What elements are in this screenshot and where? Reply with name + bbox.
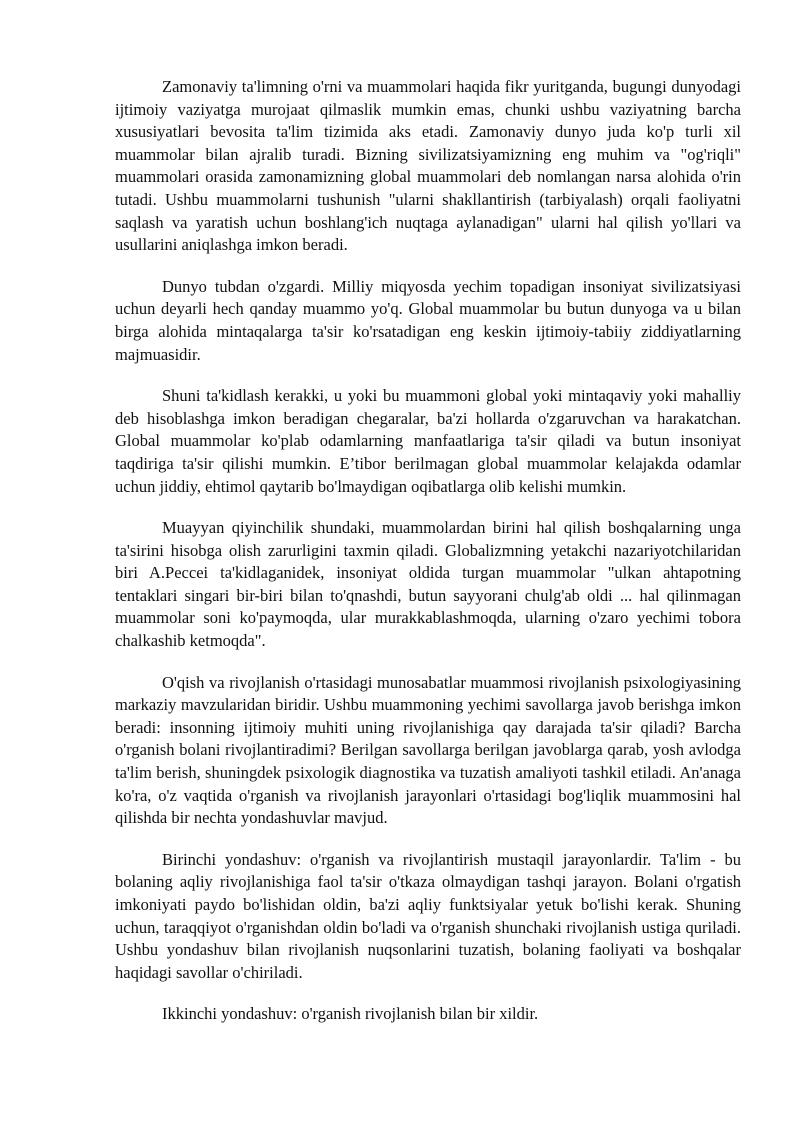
- document-page: [115, 76, 741, 1045]
- paragraph-5: O'qish va rivojlanish o'rtasidagi munosabatlar muammosi rivojlanish psixologiyasining markaziy mavzularidan biridir. Ushbu muammoning yechimi savollarga javob berishga imkon beradi: insonning ijtimoiy muhiti uning rivojlanishiga qay darajada ta'sir qiladi? Barcha o'rganish bolani rivojlantiradimi? Berilgan savollarga berilgan javoblarga qarab, yosh avlodga ta'lim berish, shuningdek psixologik diagnostika va tuzatish amaliyoti tashkil etiladi. An'anaga ko'ra, o'z vaqtida o'rganish va rivojlanish jarayonlari o'rtasidagi bog'liqlik muammosini hal qilishda bir nechta yondashuvlar mavjud.: [115, 672, 741, 828]
- paragraph-4: Muayyan qiyinchilik shundaki, muammolardan birini hal qilish boshqalarning unga ta'sirini hisobga olish zarurligini taxmin qiladi. Globalizmning yetakchi nazariyotchilaridan biri A.Peccei ta'kidlaganidek, insoniyat oldida turgan muammolar "ulkan ahtapotning tentaklari singari bir-biri bilan to'qnashdi, butun sayyorani chulg'ab oldi ... hal qilinmagan muammolar soni ko'paymoqda, ular murakkablashmoqda, ularning o'zaro yechimi tobora chalkashib ketmoqda".: [115, 518, 741, 651]
- paragraph-1: Zamonaviy ta'limning o'rni va muammolari haqida fikr yuritganda, bugungi dunyodagi ijtimoiy vaziyatga murojaat qilmaslik mumkin emas, chunki ushbu vaziyatning barcha xususiyatlari bevosita ta'lim tizimida aks etadi. Zamonaviy dunyo juda ko'p turli xil muammolar bilan ajralib turadi. Bizning sivilizatsiyamizning eng muhim va "og'riqli" muammolari orasida zamonamizning global muammolari deb nomlangan narsa alohida o'rin tutadi. Ushbu muammolarni tushunish "ularni shakllantirish (tarbiyalash) orqali faoliyatni saqlash va yaratish uchun boshlang'ich nuqtaga aylanadigan" ularni hal qilish yo'llari va usullarini aniqlashga imkon beradi.: [115, 77, 741, 255]
- paragraph-6: Birinchi yondashuv: o'rganish va rivojlantirish mustaqil jarayonlardir. Ta'lim - bu bolaning aqliy rivojlanishiga faol ta'sir o'tkaza olmaydigan tashqi jarayon. Bolani o'rgatish imkoniyati paydo bo'lishidan oldin, ba'zi aqliy funktsiyalar yetuk bo'lishi kerak. Shuning uchun, taraqqiyot o'rganishdan oldin bo'ladi va o'rganish shunchaki rivojlanish ustiga quriladi. Ushbu yondashuv bilan rivojlanish nuqsonlarini tuzatish, bolaning faoliyati va boshqalar haqidagi savollar o'chiriladi.: [115, 849, 741, 982]
- paragraph-2: Dunyo tubdan o'zgardi. Milliy miqyosda yechim topadigan insoniyat sivilizatsiyasi uchun deyarli hech qanday muammo yo'q. Global muammolar bu butun dunyoga va u bilan birga alohida mintaqalarga ta'sir ko'rsatadigan eng keskin ijtimoiy-tabiiy ziddiyatlarning majmuasidir.: [115, 276, 741, 364]
- paragraph-7: Ikkinchi yondashuv: o'rganish rivojlanish bilan bir xildir.: [162, 1004, 539, 1024]
- paragraph-3: Shuni ta'kidlash kerakki, u yoki bu muammoni global yoki mintaqaviy yoki mahalliy deb hisoblashga imkon beradigan chegaralar, ba'zi hollarda o'zgaruvchan va harakatchan. Global muammolar ko'plab odamlarning manfaatlariga ta'sir qiladi va butun insoniyat taqdiriga ta'sir qilishi mumkin. E’tibor berilmagan global muammolar kelajakda odamlar uchun jiddiy, ehtimol qaytarib bo'lmaydigan oqibatlarga olib kelishi mumkin.: [115, 386, 741, 496]
